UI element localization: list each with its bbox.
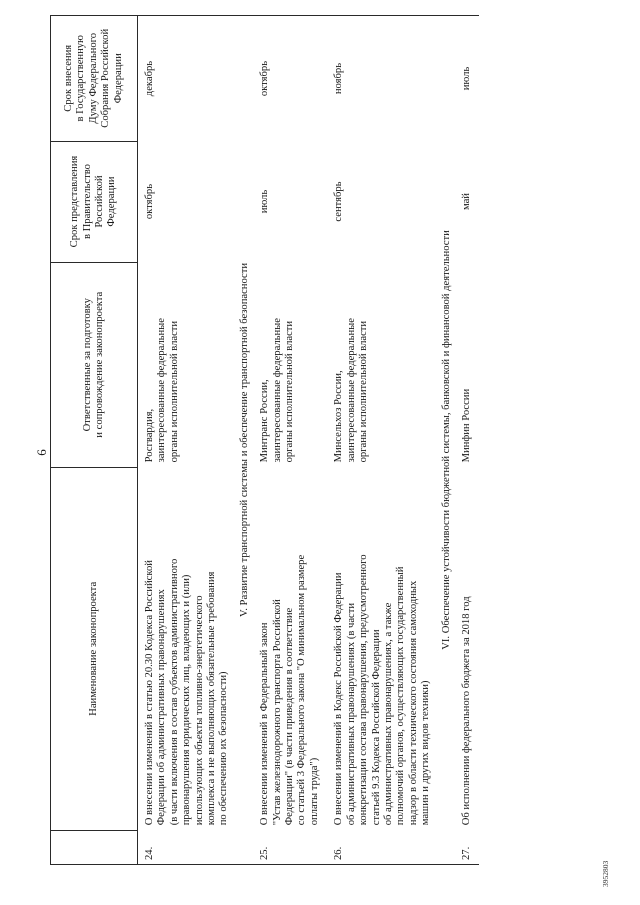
bill-name: О внесении изменений в Федеральный закон "Устав железнодорожного транспорта Российской Федерации" (в части приведения в соответствие со статьей 3 Федерального закона "О минимальном размере оплаты труда") xyxy=(259,554,320,826)
header-number xyxy=(51,830,138,864)
bills-table xyxy=(50,15,479,865)
section-heading-row xyxy=(439,16,455,865)
header-responsible: Ответственные за подготовку и сопровождение законопроекта xyxy=(51,262,138,467)
table-row xyxy=(138,16,237,865)
bill-gov-deadline: май xyxy=(460,193,472,211)
row-number: 25. xyxy=(253,830,327,864)
bill-gov-deadline: октябрь xyxy=(144,183,155,220)
row-number: 27. xyxy=(455,830,479,864)
table-row xyxy=(327,16,438,865)
table-row xyxy=(455,16,479,865)
row-number: 24. xyxy=(138,830,237,864)
bill-responsible: Минсельхоз России, заинтересованные федеральные органы исполнительной власти xyxy=(333,317,370,463)
section-heading: V. Развитие транспортной системы и обеспечение транспортной безопасности xyxy=(237,16,253,865)
section-heading: VI. Обеспечение устойчивости бюджетной системы, банковской и финансовой деятельности xyxy=(439,16,455,865)
document-id: 3952803 xyxy=(601,860,610,887)
section-heading-row xyxy=(237,16,253,865)
bill-duma-deadline: декабрь xyxy=(138,16,237,142)
bill-responsible: Минтранс России, заинтересованные федеральные органы исполнительной власти xyxy=(259,317,296,463)
bill-gov-deadline: июль xyxy=(259,189,271,214)
bill-duma-deadline: ноябрь xyxy=(327,16,438,142)
bill-duma-deadline: июль xyxy=(455,16,479,142)
bill-name: О внесении изменений в Кодекс Российской Федерации об административных правонарушениях (в части конкретизации состава правонарушения, предусмотренного статьей 9.3 Кодекса Российской Федерации об административных правонарушениях, а также полномочий органов, осуществляющих государственный надзор в области технического состояния самоходных машин и других видов техники) xyxy=(333,554,432,826)
header-gov-deadline: Срок представления в Правительство Российской Федерации xyxy=(51,141,138,262)
table-row xyxy=(253,16,327,865)
bill-responsible: Минфин России xyxy=(460,388,472,463)
bill-name: Об исполнении федерального бюджета за 2018 год xyxy=(460,596,472,826)
row-number: 26. xyxy=(327,830,438,864)
bill-gov-deadline: сентябрь xyxy=(333,181,345,222)
page-number: 6 xyxy=(34,449,49,456)
bill-duma-deadline: октябрь xyxy=(253,16,327,142)
header-duma-deadline: Срок внесения в Государственную Думу Федерального Собрания Российской Федерации xyxy=(51,16,138,142)
table-header-row xyxy=(51,16,138,865)
header-name: Наименование законопроекта xyxy=(51,467,138,830)
bill-responsible: Росгвардия, заинтересованные федеральные органы исполнительной власти xyxy=(144,317,180,463)
bill-name: О внесении изменений в статью 20.30 Кодекса Российской Федерации об административных правонарушениях (в части включения в состав субъектов административного правонарушения юридических лиц, владеющих и (или) использующих объекты топливно-энергетического комплекса и не выполняющих обязательные требования по обеспечению их безопасности) xyxy=(144,558,230,826)
